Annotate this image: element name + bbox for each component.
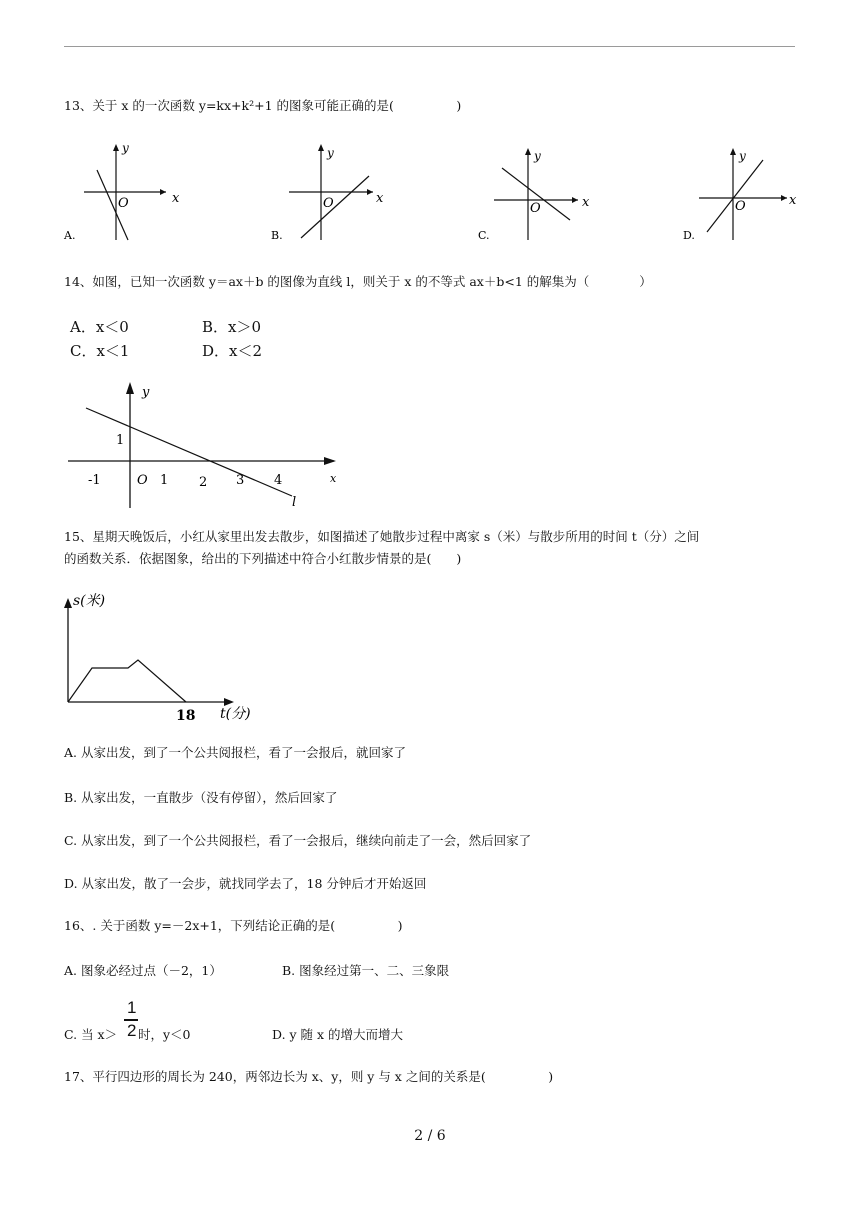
- page-number: 2 / 6: [414, 1128, 446, 1144]
- q17-stem: 17、平行四边形的周长为 240，两邻边长为 x、y，则 y 与 x 之间的关系是( ): [64, 1069, 554, 1084]
- q15-option-c: C. 从家出发，到了一个公共阅报栏，看了一会报后，继续向前走了一会，然后回家了: [64, 833, 532, 848]
- axis-y-label: y: [142, 385, 150, 400]
- axis-y-label: y: [739, 149, 746, 163]
- q14-stem: 14、如图，已知一次函数 y＝ax＋b 的图像为直线 l，则关于 x 的不等式 ax＋b<1 的解集为（ ）: [64, 274, 652, 289]
- q15-option-d: D. 从家出发，散了一会步，就找同学去了，18 分钟后才开始返回: [64, 876, 427, 891]
- origin-label: O: [118, 196, 129, 211]
- header-rule: [64, 46, 795, 47]
- option-label-a: A.: [64, 229, 76, 242]
- q16-fraction-numerator: 1: [127, 998, 137, 1017]
- option-label-d: D.: [683, 229, 695, 242]
- q15-stem-line2: 的函数关系．依据图象，给出的下列描述中符合小红散步情景的是( ): [64, 551, 462, 566]
- q13-stem: 13、关于 x 的一次函数 y=kx+k²+1 的图象可能正确的是( ): [64, 98, 462, 113]
- x-tick-3: 3: [236, 473, 245, 488]
- origin-label: O: [735, 199, 746, 214]
- option-label-c: C.: [478, 229, 490, 242]
- q14-option-b: B．x＞0: [202, 318, 262, 336]
- q15-stem-line1: 15、星期天晚饭后，小红从家里出发去散步，如图描述了她散步过程中离家 s（米）与散步所用的时间 t（分）之间: [64, 529, 700, 544]
- q13-graph-c: [478, 140, 608, 245]
- q16-option-c-prefix: C. 当 x＞: [64, 1027, 118, 1042]
- q14-option-a: A．x＜0: [70, 318, 129, 336]
- axis-y-label: y: [327, 146, 334, 160]
- q14-option-c: C．x＜1: [70, 342, 130, 360]
- q16-option-c-suffix: 时，y＜0: [138, 1027, 191, 1042]
- axis-x-label: t(分): [220, 706, 251, 722]
- q16-option-a: A. 图象必经过点（－2，1）: [64, 963, 222, 978]
- origin-label: O: [530, 201, 541, 216]
- q15-option-a: A. 从家出发，到了一个公共阅报栏，看了一会报后，就回家了: [64, 745, 406, 760]
- axis-y-label: y: [122, 141, 129, 155]
- q16-option-b: B. 图象经过第一、二、三象限: [282, 963, 450, 978]
- axis-x-label: x: [376, 191, 384, 206]
- option-label-b: B.: [271, 229, 283, 242]
- q15-graph: [64, 588, 284, 726]
- axis-x-label: x: [172, 191, 180, 206]
- axis-y-label: y: [534, 149, 541, 163]
- q13-graph-a: [64, 140, 194, 245]
- x-tick-neg1: -1: [88, 473, 101, 488]
- x-tick-18: 18: [176, 708, 196, 724]
- q13-graph-b: [271, 140, 401, 245]
- origin-label: O: [137, 473, 148, 488]
- q16-stem: 16、. 关于函数 y=－2x+1，下列结论正确的是( ): [64, 918, 403, 933]
- origin-label: O: [323, 196, 334, 211]
- q14-graph: [64, 376, 354, 510]
- axis-x-label: x: [582, 195, 590, 210]
- axis-y-label: s(米): [73, 593, 106, 609]
- x-tick-1: 1: [160, 473, 169, 488]
- x-tick-4: 4: [274, 473, 283, 488]
- q16-fraction-denominator: 2: [127, 1021, 137, 1040]
- q13-graph-d: [683, 140, 813, 245]
- axis-x-label: x: [789, 193, 797, 208]
- q14-option-d: D．x＜2: [202, 342, 263, 360]
- line-label: l: [292, 495, 297, 510]
- x-tick-2: 2: [199, 475, 208, 490]
- q15-option-b: B. 从家出发，一直散步（没有停留），然后回家了: [64, 790, 338, 805]
- y-tick-1: 1: [116, 433, 125, 448]
- axis-x-label: x: [330, 472, 337, 485]
- q16-option-d: D. y 随 x 的增大而增大: [272, 1027, 404, 1042]
